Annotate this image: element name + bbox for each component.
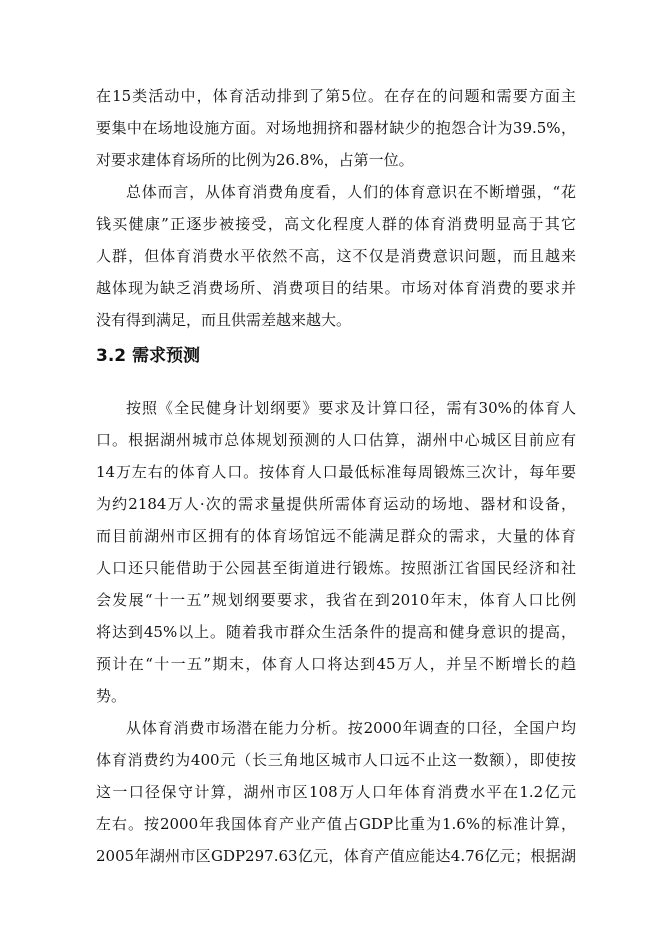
text-line: 要集中在场地设施方面。对场地拥挤和器材缺少的抱怨合计为39.5%，	[96, 119, 576, 137]
text-line: 在15类活动中，体育活动排到了第5位。在存在的问题和需要方面主	[96, 87, 576, 105]
text-line: 口。根据湖州城市总体规划预测的人口估算，湖州中心城区目前应有	[96, 431, 576, 449]
text-line: 按照《全民健身计划纲要》要求及计算口径，需有30%的体育人	[126, 399, 576, 417]
text-line: 14万左右的体育人口。按体育人口最低标准每周锻炼三次计，每年要	[96, 463, 576, 481]
section-heading: 3.2 需求预测	[96, 346, 201, 366]
text-line: 预计在“十一五”期末，体育人口将达到45万人，并呈不断增长的趋	[96, 655, 576, 673]
text-line: 钱买健康”正逐步被接受，高文化程度人群的体育消费明显高于其它	[96, 215, 576, 233]
paragraph-consumption-summary	[96, 176, 576, 336]
text-line: 从体育消费市场潜在能力分析。按2000年调查的口径，全国户均	[126, 719, 576, 737]
text-line: 没有得到满足，而且供需差越来越大。	[96, 311, 352, 329]
text-line: 越体现为缺乏消费场所、消费项目的结果。市场对体育消费的要求并	[96, 279, 576, 297]
text-line: 会发展“十一五”规划纲要要求，我省在到2010年末，体育人口比例	[96, 591, 576, 609]
text-line: 左右。按2000年我国体育产业产值占GDP比重为1.6%的标准计算，	[96, 815, 576, 833]
text-line: 体育消费约为400元（长三角地区城市人口远不止这一数额），即使按	[96, 751, 576, 769]
paragraph-market-potential	[96, 712, 576, 872]
text-line: 2005年湖州市区GDP297.63亿元，体育产值应能达4.76亿元；根据湖	[96, 847, 576, 865]
text-line: 势。	[96, 687, 127, 705]
text-line: 而目前湖州市区拥有的体育场馆远不能满足群众的需求，大量的体育	[96, 527, 576, 545]
paragraph-activity-ranking	[96, 80, 576, 176]
text-line: 这一口径保守计算，湖州市区108万人口年体育消费水平在1.2亿元	[96, 783, 576, 801]
text-line: 对要求建体育场所的比例为26.8%，占第一位。	[96, 151, 414, 169]
text-line: 人群，但体育消费水平依然不高，这不仅是消费意识问题，而且越来	[96, 247, 576, 265]
text-line: 为约2184万人·次的需求量提供所需体育运动的场地、器材和设备，	[96, 495, 576, 513]
paragraph-demand-forecast	[96, 392, 576, 712]
text-line: 将达到45%以上。随着我市群众生活条件的提高和健身意识的提高，	[96, 623, 576, 641]
text-line: 总体而言，从体育消费角度看，人们的体育意识在不断增强，“花	[126, 183, 576, 201]
text-line: 人口还只能借助于公园甚至街道进行锻炼。按照浙江省国民经济和社	[96, 559, 576, 577]
